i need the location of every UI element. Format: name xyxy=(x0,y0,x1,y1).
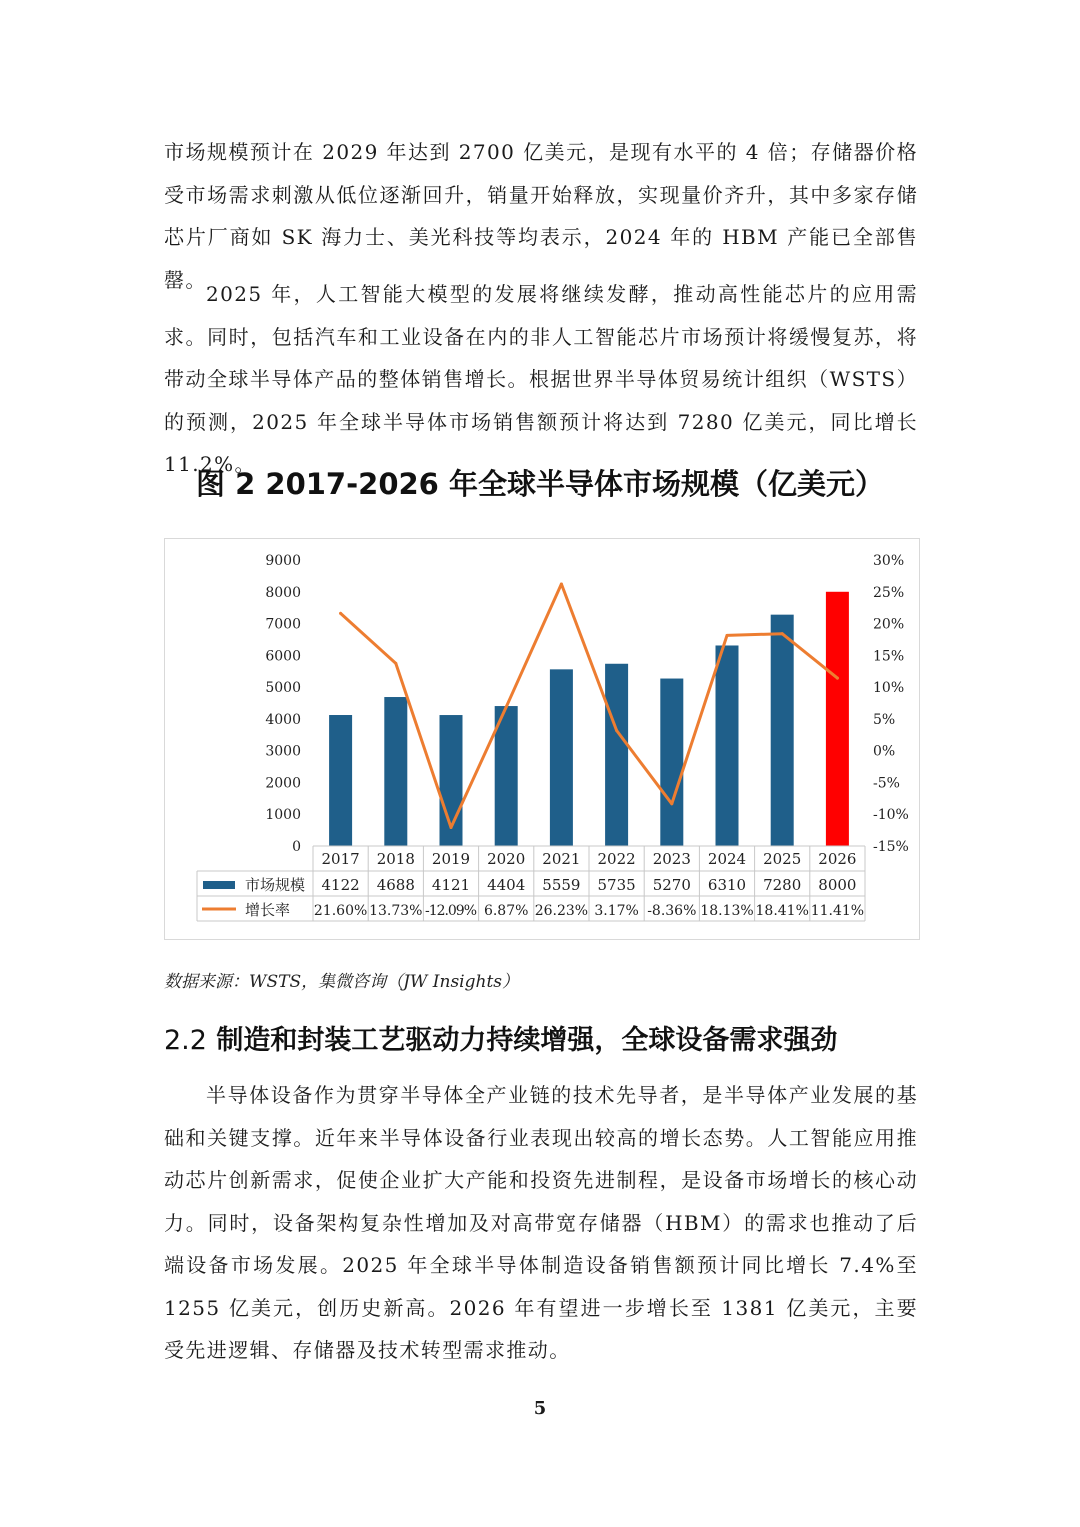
category-label: 2023 xyxy=(652,850,691,868)
section-title: 制造和封装工艺驱动力持续增强，全球设备需求强劲 xyxy=(216,1025,838,1056)
section-heading xyxy=(164,1018,837,1057)
left-axis-tick-label: 3000 xyxy=(265,743,301,760)
bar-2022 xyxy=(605,664,628,846)
bar-2021 xyxy=(550,669,573,846)
right-axis-tick-label: 20% xyxy=(873,616,905,633)
page-number: 5 xyxy=(533,1398,547,1419)
table-value-growth: 18.41% xyxy=(755,903,809,919)
body-paragraph-3: 半导体设备作为贯穿半导体全产业链的技术先导者，是半导体产业发展的基础和关键支撑。近年来半导体设备行业表现出较高的增长态势。人工智能应用推动芯片创新需求，促使企业扩大产能和投资先进制程，是设备市场增长的核心动力。同时，设备架构复杂性增加及对高带宽存储器（HBM）的需求也推动了后端设备市场发展。2025 年全球半导体制造设备销售额预计同比增长 7.4%至 1255 亿美元，创历史新高。2026 年有望进一步增长至 1381 亿美元，主要受先进逻辑、存储器及技术转型需求推动。 xyxy=(164,1083,918,1362)
category-label: 2026 xyxy=(818,850,857,868)
table-value-growth: 13.73% xyxy=(369,903,423,919)
right-axis-tick-label: -10% xyxy=(873,807,909,824)
growth-point-2019 xyxy=(450,826,453,829)
figure-source: 数据来源：WSTS，集微咨询（JW Insights） xyxy=(164,972,520,992)
right-axis-tick-label: -5% xyxy=(873,775,900,792)
table-value-growth: -8.36% xyxy=(647,903,697,919)
left-axis-tick-label: 4000 xyxy=(265,711,301,728)
bar-2017 xyxy=(329,715,352,846)
right-axis-tick-label: 0% xyxy=(873,743,896,760)
right-axis-tick-label: 15% xyxy=(873,648,905,665)
bar-2025 xyxy=(771,615,794,846)
growth-rate-line xyxy=(341,584,838,828)
category-label: 2017 xyxy=(321,850,360,868)
growth-point-2018 xyxy=(394,662,397,665)
category-label: 2025 xyxy=(763,850,802,868)
table-value-size: 5735 xyxy=(597,876,636,894)
right-axis-tick-label: 25% xyxy=(873,584,905,601)
growth-point-2024 xyxy=(726,634,729,637)
table-value-size: 4121 xyxy=(431,876,471,894)
body-paragraph-2: 2025 年，人工智能大模型的发展将继续发酵，推动高性能芯片的应用需求。同时，包括汽车和工业设备在内的非人工智能芯片市场预计将缓慢复苏，将带动全球半导体产品的整体销售增长。根据世界半导体贸易统计组织（WSTS）的预测，2025 年全球半导体市场销售额预计将达到 7280 亿美元，同比增长 11.2%。 xyxy=(164,282,918,476)
section-number: 2.2 xyxy=(164,1025,207,1056)
table-value-size: 8000 xyxy=(818,876,857,894)
left-axis-tick-label: 2000 xyxy=(265,775,301,792)
table-value-growth: 3.17% xyxy=(594,903,639,919)
left-axis-tick-label: 8000 xyxy=(265,584,301,601)
left-axis-tick-label: 6000 xyxy=(265,648,301,665)
growth-point-2021 xyxy=(560,582,563,585)
right-axis-tick-label: 5% xyxy=(873,711,896,728)
right-axis-tick-label: 30% xyxy=(873,553,905,569)
bar-2023 xyxy=(660,679,683,846)
chart-container xyxy=(164,538,920,940)
table-value-size: 6310 xyxy=(707,876,747,894)
category-label: 2021 xyxy=(542,850,581,868)
growth-point-2025 xyxy=(781,632,784,635)
left-axis-tick-label: 1000 xyxy=(265,807,301,824)
table-value-growth: -12.09% xyxy=(425,903,477,919)
table-value-size: 5559 xyxy=(542,876,581,894)
right-axis-tick-label: -15% xyxy=(873,839,909,855)
bar-2026 xyxy=(826,592,849,846)
growth-point-2017 xyxy=(339,612,342,615)
legend-bar-label: 市场规模 xyxy=(245,876,306,894)
right-axis-tick-label: 10% xyxy=(873,680,905,697)
table-value-growth: 21.60% xyxy=(313,903,368,919)
table-value-growth: 6.87% xyxy=(483,903,529,919)
body-paragraph-1: 市场规模预计在 2029 年达到 2700 亿美元，是现有水平的 4 倍；存储器价格受市场需求刺激从低位逐渐回升，销量开始释放，实现量价齐升，其中多家存储芯片厂商如 SK 海力士、美光科技等均表示，2024 年的 HBM 产能已全部售罄。 xyxy=(164,140,918,292)
table-value-growth: 18.13% xyxy=(700,903,754,919)
category-label: 2020 xyxy=(487,850,526,868)
table-value-size: 4688 xyxy=(376,876,415,894)
legend-line-label: 增长率 xyxy=(245,901,291,919)
left-axis-tick-label: 7000 xyxy=(265,616,301,633)
legend-bar-swatch xyxy=(203,881,235,889)
table-value-size: 4122 xyxy=(321,876,360,894)
table-value-size: 7280 xyxy=(763,876,802,894)
bar-2024 xyxy=(716,645,739,846)
table-value-size: 5270 xyxy=(652,876,691,894)
left-axis-tick-label: 5000 xyxy=(265,680,301,697)
category-label: 2024 xyxy=(707,850,747,868)
table-value-growth: 26.23% xyxy=(534,903,589,919)
figure-title: 图 2 2017-2026 年全球半导体市场规模（亿美元） xyxy=(196,467,884,501)
table-value-size: 4404 xyxy=(487,876,526,894)
table-value-growth: 11.41% xyxy=(810,903,865,919)
growth-point-2026 xyxy=(836,677,839,680)
growth-point-2023 xyxy=(670,802,673,805)
bar-2018 xyxy=(384,697,407,846)
combo-chart xyxy=(165,539,921,941)
category-label: 2022 xyxy=(597,850,636,868)
category-label: 2018 xyxy=(376,850,415,868)
growth-point-2020 xyxy=(505,706,508,709)
left-axis-tick-label: 9000 xyxy=(265,553,301,569)
category-label: 2019 xyxy=(431,850,471,868)
growth-point-2022 xyxy=(615,729,618,732)
left-axis-tick-label: 0 xyxy=(292,839,301,855)
